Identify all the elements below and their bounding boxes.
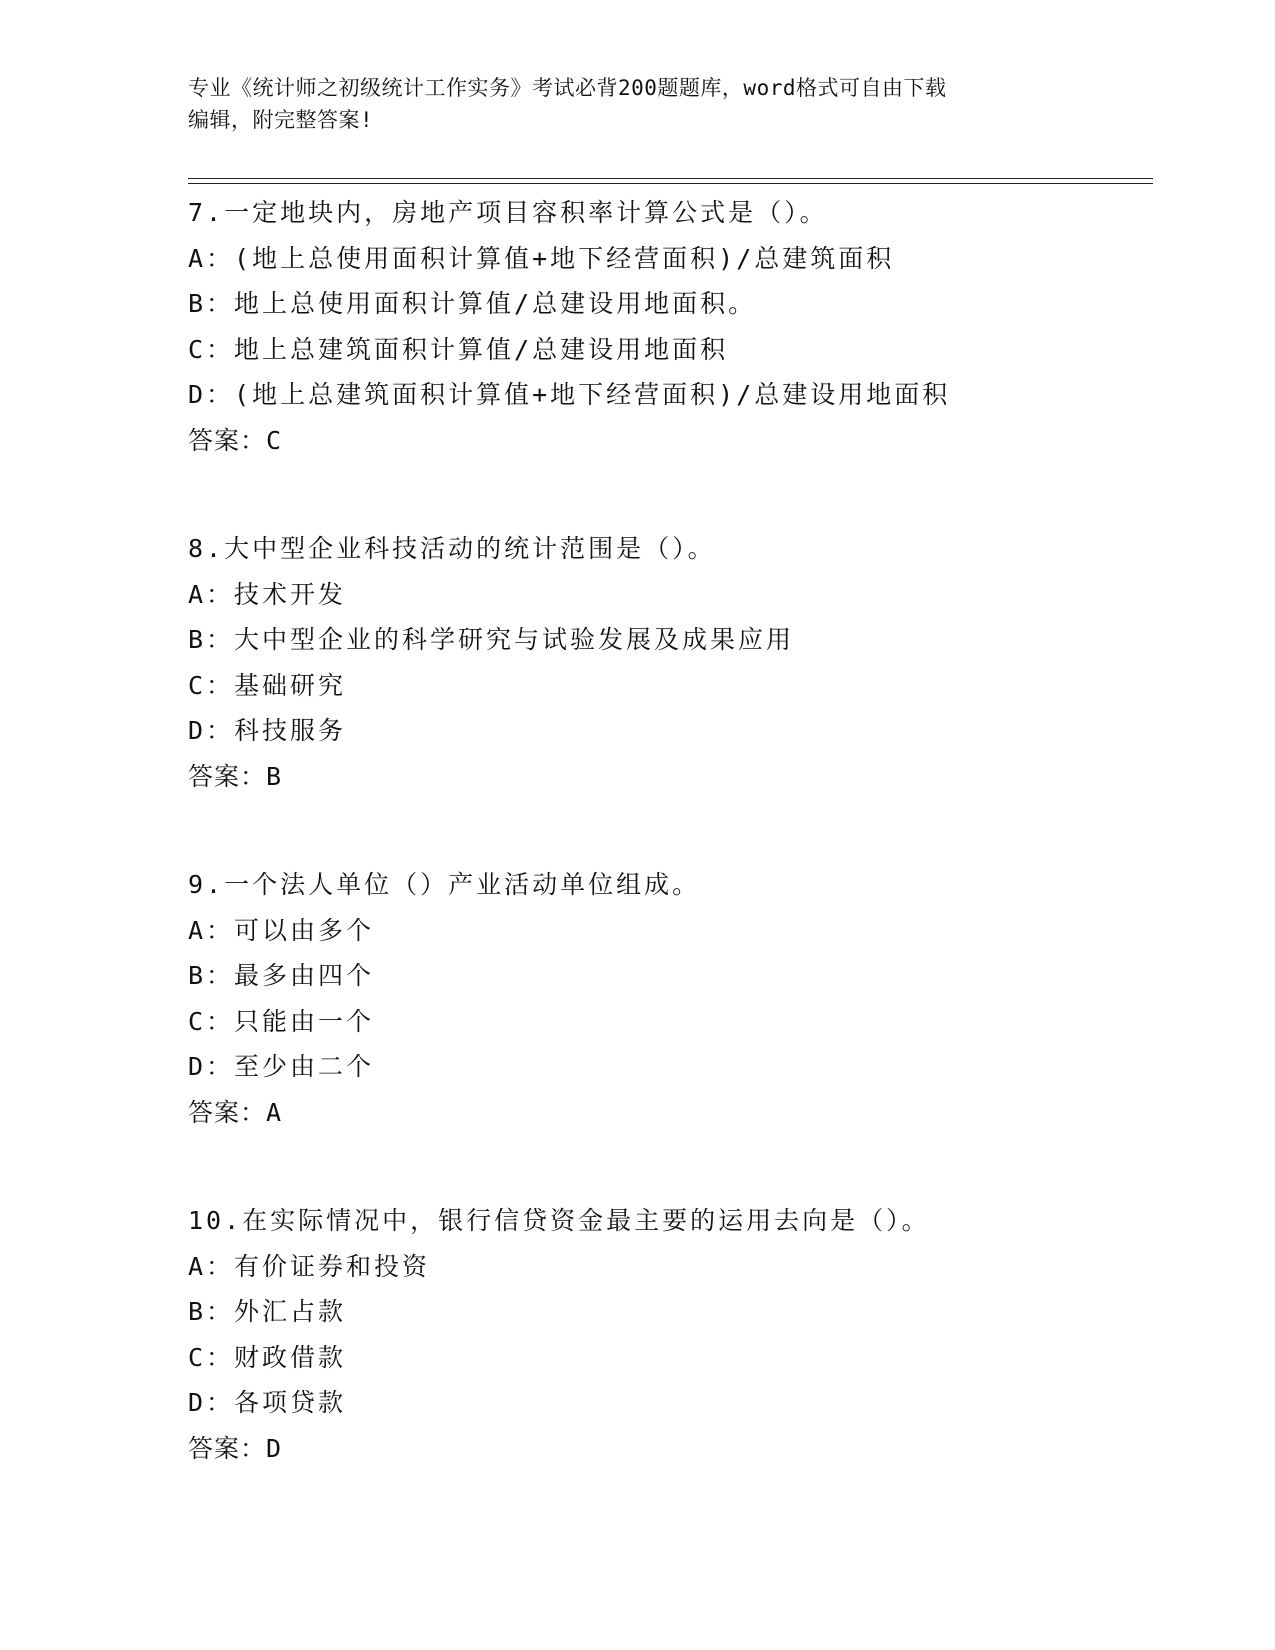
option-b: B：大中型企业的科学研究与试验发展及成果应用 bbox=[188, 625, 795, 654]
document-header bbox=[188, 72, 1088, 136]
option-d: D：(地上总建筑面积计算值+地下经营面积)/总建设用地面积 bbox=[188, 380, 951, 409]
option-a: A：(地上总使用面积计算值+地下经营面积)/总建筑面积 bbox=[188, 243, 895, 273]
header-title-line-1: 专业《统计师之初级统计工作实务》考试必背200题题库，word格式可自由下载 bbox=[188, 76, 947, 100]
header-title-line-2: 编辑，附完整答案! bbox=[188, 108, 374, 132]
answer-value: B bbox=[266, 761, 282, 791]
header-divider-top bbox=[188, 178, 1153, 179]
question-9 bbox=[188, 862, 1148, 1135]
question-10 bbox=[188, 1198, 1148, 1471]
answer-value: D bbox=[266, 1433, 282, 1463]
answer-line bbox=[188, 1426, 1148, 1472]
option-d: D：至少由二个 bbox=[188, 1052, 375, 1081]
question-stem: 8.大中型企业科技活动的统计范围是（）。 bbox=[188, 534, 716, 563]
option-a: A：有价证券和投资 bbox=[188, 1251, 431, 1281]
option-c: C：基础研究 bbox=[188, 670, 347, 700]
question-list bbox=[188, 190, 1148, 1534]
header-divider-bottom bbox=[188, 183, 1153, 184]
question-stem: 9.一个法人单位（）产业活动单位组成。 bbox=[188, 870, 701, 899]
answer-label: 答案： bbox=[188, 425, 267, 455]
question-7 bbox=[188, 190, 1148, 463]
answer-label: 答案： bbox=[188, 1433, 267, 1463]
option-b: B：地上总使用面积计算值/总建设用地面积。 bbox=[188, 289, 757, 318]
option-b: B：最多由四个 bbox=[188, 961, 375, 990]
answer-line bbox=[188, 418, 1148, 464]
question-stem: 7.一定地块内，房地产项目容积率计算公式是（）。 bbox=[188, 198, 828, 227]
option-a: A：可以由多个 bbox=[188, 915, 375, 945]
option-d: D：科技服务 bbox=[188, 716, 347, 745]
answer-label: 答案： bbox=[188, 761, 267, 791]
option-c: C：财政借款 bbox=[188, 1342, 347, 1372]
option-c: C：只能由一个 bbox=[188, 1006, 375, 1036]
question-8 bbox=[188, 526, 1148, 799]
option-a: A：技术开发 bbox=[188, 579, 347, 609]
answer-line bbox=[188, 754, 1148, 800]
question-stem: 10.在实际情况中，银行信贷资金最主要的运用去向是（）。 bbox=[188, 1206, 930, 1235]
answer-value: A bbox=[266, 1097, 282, 1127]
answer-value: C bbox=[266, 425, 282, 455]
option-d: D：各项贷款 bbox=[188, 1388, 347, 1417]
answer-line bbox=[188, 1090, 1148, 1136]
answer-label: 答案： bbox=[188, 1097, 267, 1127]
option-c: C：地上总建筑面积计算值/总建设用地面积 bbox=[188, 334, 729, 364]
option-b: B：外汇占款 bbox=[188, 1297, 347, 1326]
